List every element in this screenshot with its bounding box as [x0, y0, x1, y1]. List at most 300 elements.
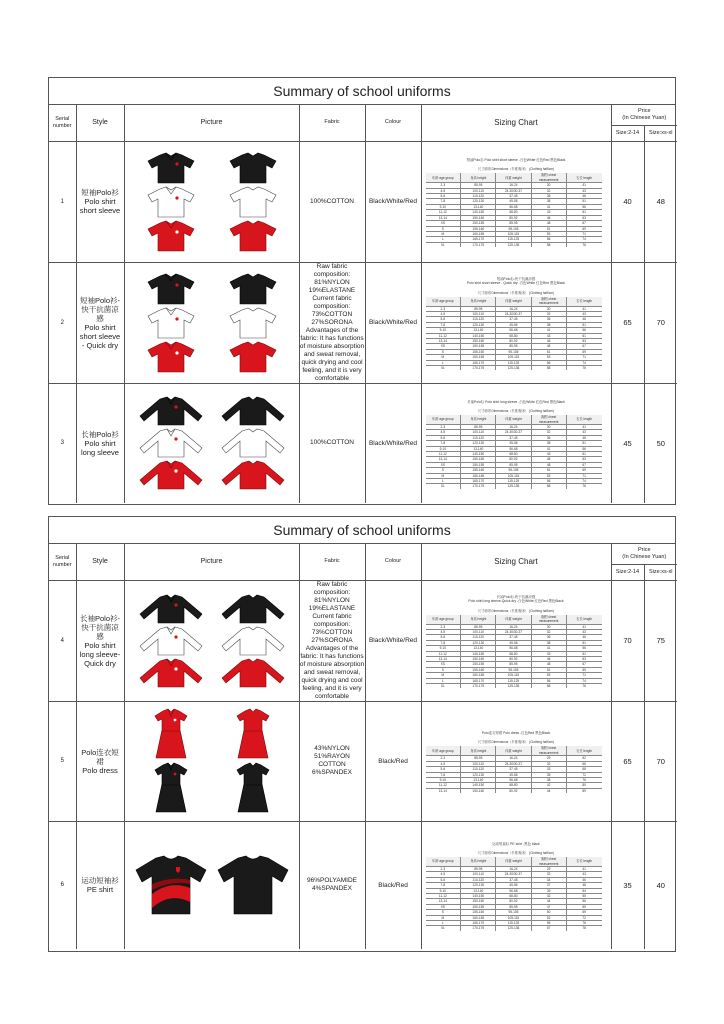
- size-table-cell: 80-92: [496, 457, 531, 462]
- size-table-cell: 36: [531, 435, 566, 440]
- size-table-cell: 13-14: [426, 215, 461, 220]
- size-table: [426, 746, 602, 793]
- sheet-title: Summary of school uniforms: [49, 517, 675, 544]
- size-table-cell: 56: [566, 646, 601, 651]
- garment-pictures: [124, 383, 299, 503]
- size-table-cell: 35: [531, 772, 566, 777]
- size-table-cell: 150-155: [461, 344, 496, 349]
- size-table-cell: 4-5: [426, 188, 461, 193]
- size-table-cell: 85-95: [461, 867, 496, 872]
- size-table-cell: 120-130: [461, 199, 496, 204]
- size-table-cell: 68-80: [496, 210, 531, 215]
- size-table-cell: 7-8: [426, 441, 461, 446]
- size-table-cell: 110-120: [461, 194, 496, 199]
- size-table-cell: 45-56: [496, 772, 531, 777]
- size-table-cell: 110-120: [461, 635, 496, 640]
- price-kids: 65: [611, 701, 644, 821]
- size-table-header: 胸围 chest measurement: [531, 173, 566, 182]
- size-table-cell: 24-30/30-37: [496, 311, 531, 316]
- black-longsleeve-back-image: [218, 396, 288, 426]
- size-table-cell: 36: [531, 635, 566, 640]
- size-table-cell: 5-6: [426, 877, 461, 882]
- size-table: [426, 615, 602, 689]
- size-table-cell: 80: [566, 783, 601, 788]
- white-polo-front-image: [144, 186, 198, 218]
- size-table-cell: 95-105: [496, 667, 531, 672]
- size-table-cell: 68-80: [496, 651, 531, 656]
- size-table-row: [426, 788, 602, 793]
- header-fabric: Fabric: [299, 544, 365, 580]
- size-table-header: 身高 height: [461, 173, 496, 182]
- size-table-cell: 56: [531, 360, 566, 365]
- price-kids: 40: [611, 141, 644, 262]
- size-table-cell: XL: [426, 926, 461, 931]
- size-table-cell: 74: [566, 237, 601, 242]
- size-table-cell: 100-110: [461, 311, 496, 316]
- size-table-header: 身高 height: [461, 297, 496, 306]
- size-table-cell: 57: [531, 926, 566, 931]
- size-table-cell: 56: [566, 446, 601, 451]
- white-longsleeve-front-image: [136, 626, 206, 656]
- size-table-cell: 45-56: [496, 883, 531, 888]
- size-table-cell: 43: [566, 430, 601, 435]
- size-table-cell: 85-95: [461, 306, 496, 311]
- size-table-cell: 37-45: [496, 435, 531, 440]
- size-table-header: 身高 height: [461, 615, 496, 624]
- size-table-cell: 24-30/30-37: [496, 761, 531, 766]
- size-table-cell: 13-140: [461, 328, 496, 333]
- size-table-cell: 67: [566, 221, 601, 226]
- price-kids: 70: [611, 580, 644, 701]
- size-table-cell: 140-150: [461, 333, 496, 338]
- garment-pictures: [124, 821, 299, 949]
- serial-number: 6: [49, 821, 76, 949]
- size-table-cell: 100-110: [461, 430, 496, 435]
- size-table-cell: 150-160: [461, 215, 496, 220]
- size-table-header: 体重 weight: [496, 415, 531, 424]
- size-table-cell: 46: [531, 657, 566, 662]
- size-table-cell: 2-3: [426, 756, 461, 761]
- size-table-cell: 85-95: [461, 756, 496, 761]
- size-table-header: 年龄 age group: [426, 746, 461, 755]
- size-table-cell: 55: [566, 894, 601, 899]
- price-kids: 45: [611, 383, 644, 503]
- colour-options: Black/White/Red: [365, 580, 421, 701]
- price-adult: 50: [644, 383, 677, 503]
- size-table-cell: 43: [566, 311, 601, 316]
- size-table-cell: 105-115: [496, 355, 531, 360]
- size-table-cell: 13-140: [461, 204, 496, 209]
- size-table-row: [426, 484, 602, 489]
- sizing-chart: [421, 821, 611, 949]
- size-table-cell: 100-110: [461, 761, 496, 766]
- size-table-header: 衣长 length: [566, 615, 601, 624]
- size-table-cell: 33: [531, 767, 566, 772]
- header-price-adult: Size:xs-xl: [644, 564, 677, 580]
- size-table-cell: 71: [566, 473, 601, 478]
- style-name: 短袖Polo衫 Polo shirt short sleeve: [76, 141, 124, 262]
- size-table-cell: 80-92: [496, 788, 531, 793]
- uniform-row: [49, 580, 677, 701]
- size-table-cell: 160-165: [461, 915, 496, 920]
- size-table-cell: XL: [426, 484, 461, 489]
- size-table-cell: 63: [566, 215, 601, 220]
- size-table-cell: 105-115: [496, 231, 531, 236]
- size-table-cell: 76: [566, 242, 601, 247]
- size-table-cell: S: [426, 910, 461, 915]
- size-table-cell: 56-68: [496, 646, 531, 651]
- size-table-cell: 170-175: [461, 242, 496, 247]
- size-table-cell: 115-125: [496, 678, 531, 683]
- size-table-cell: 38: [531, 441, 566, 446]
- size-table-cell: 68: [566, 767, 601, 772]
- style-name: 长袖Polo衫- 快干抗菌凉 感 Polo shirt long sleeve- Quick dry: [76, 580, 124, 701]
- uniform-table: [49, 105, 677, 503]
- white-longsleeve-back-image: [218, 428, 288, 458]
- size-table-cell: 48: [531, 344, 566, 349]
- size-table-header: 年龄 age group: [426, 297, 461, 306]
- size-table-cell: M: [426, 355, 461, 360]
- size-table-cell: 150-155: [461, 221, 496, 226]
- size-table-cell: 140-150: [461, 783, 496, 788]
- size-table-cell: 76: [566, 777, 601, 782]
- size-table-cell: 42: [531, 783, 566, 788]
- sizing-chart-title: 长袖Polo衫-快干抗菌凉感 Polo shirt long sleeve-Quick dry -白色White 红色Red 黑色Black: [468, 594, 564, 604]
- size-table-cell: 7-8: [426, 883, 461, 888]
- size-table-header: 衣长 length: [566, 297, 601, 306]
- size-table-cell: 51: [566, 640, 601, 645]
- size-table-cell: L: [426, 678, 461, 683]
- size-table-cell: 69: [566, 667, 601, 672]
- price-kids: 35: [611, 821, 644, 949]
- size-table-cell: 74: [566, 360, 601, 365]
- size-table-cell: 61: [566, 210, 601, 215]
- size-table-cell: 29: [531, 867, 566, 872]
- size-table-cell: M: [426, 915, 461, 920]
- size-table-cell: 85-95: [496, 221, 531, 226]
- size-table-cell: 24-30/30-37: [496, 872, 531, 877]
- size-table-cell: 125-135: [496, 242, 531, 247]
- size-table-cell: 54: [566, 888, 601, 893]
- size-table-cell: 74: [566, 678, 601, 683]
- size-table-cell: 55: [531, 921, 566, 926]
- size-table-header: 体重 weight: [496, 746, 531, 755]
- size-table-cell: 56: [531, 237, 566, 242]
- size-table-cell: 41: [566, 183, 601, 188]
- size-table-cell: 38: [531, 322, 566, 327]
- red-longsleeve-front-image: [136, 658, 206, 688]
- size-table-cell: 41: [531, 446, 566, 451]
- size-table-cell: 80-92: [496, 657, 531, 662]
- size-table-cell: 9-10: [426, 888, 461, 893]
- size-table-cell: 170-175: [461, 684, 496, 689]
- size-table-cell: 13-14: [426, 339, 461, 344]
- size-table-cell: 69: [566, 349, 601, 354]
- serial-number: 5: [49, 701, 76, 821]
- red-polo-front-image: [144, 341, 198, 373]
- price-adult: 70: [644, 262, 677, 383]
- size-table-cell: 4-5: [426, 430, 461, 435]
- red-longsleeve-front-image: [136, 460, 206, 490]
- garment-pictures: [124, 701, 299, 821]
- size-table-cell: XL: [426, 366, 461, 371]
- size-table-cell: 41: [566, 306, 601, 311]
- sizing-chart-title: 长袖Polo衫 Polo shirt long sleeve -白色White 红色Red 黑色Black: [467, 399, 565, 404]
- sizing-chart-subtitle: 尺寸说明 Dimensions（半度/厘米） (Clothing half/cm): [477, 851, 555, 856]
- size-table-cell: 4-5: [426, 629, 461, 634]
- size-table-cell: 11-12: [426, 333, 461, 338]
- size-table-cell: 16-24: [496, 306, 531, 311]
- size-table-cell: L: [426, 921, 461, 926]
- size-table-cell: 13-14: [426, 457, 461, 462]
- white-polo-front-image: [144, 307, 198, 339]
- size-table-cell: 9-10: [426, 446, 461, 451]
- header-serial: Serial number: [49, 544, 76, 580]
- red-polo-back-image: [226, 341, 280, 373]
- size-table-cell: 80-92: [496, 899, 531, 904]
- uniform-row: [49, 141, 677, 262]
- size-table-cell: 150-160: [461, 657, 496, 662]
- size-table-cell: 37-45: [496, 767, 531, 772]
- size-table-cell: 56-68: [496, 446, 531, 451]
- size-table-cell: 63: [566, 457, 601, 462]
- size-table-cell: 125-135: [496, 684, 531, 689]
- size-table-cell: 150-155: [461, 462, 496, 467]
- size-table-cell: 67: [566, 344, 601, 349]
- size-table-cell: 120-130: [461, 322, 496, 327]
- size-table-cell: 89: [566, 788, 601, 793]
- sizing-chart: [421, 701, 611, 821]
- size-table-cell: 2-3: [426, 183, 461, 188]
- size-table-cell: 160-165: [461, 355, 496, 360]
- size-table-cell: 120-130: [461, 640, 496, 645]
- size-table-header: 年龄 age group: [426, 173, 461, 182]
- fabric-description: 43%NYLON 51%RAYON COTTON 6%SPANDEX: [299, 701, 365, 821]
- size-table-cell: 32: [531, 188, 566, 193]
- white-longsleeve-front-image: [136, 428, 206, 458]
- black-longsleeve-front-image: [136, 594, 206, 624]
- header-price: Price (In Chinese Yuan): [611, 544, 677, 564]
- size-table-cell: 24-30/30-37: [496, 188, 531, 193]
- sizing-chart-subtitle: 尺寸说明 Dimensions（半度/厘米） (Clothing half/cm): [477, 409, 555, 414]
- size-table-cell: 48: [531, 662, 566, 667]
- header-price-adult: Size:xs-xl: [644, 125, 677, 141]
- size-table-row: [426, 684, 602, 689]
- size-table-header: 年龄 age group: [426, 415, 461, 424]
- size-table-cell: XL: [426, 242, 461, 247]
- size-table-header: 体重 weight: [496, 615, 531, 624]
- size-table-cell: 76: [566, 921, 601, 926]
- size-table-cell: 140-150: [461, 210, 496, 215]
- size-table-cell: 53: [531, 473, 566, 478]
- size-table-cell: 69: [566, 226, 601, 231]
- size-table-cell: 52: [531, 915, 566, 920]
- size-table-cell: 32: [531, 311, 566, 316]
- garment-picture-grid: [125, 270, 299, 376]
- size-table-cell: 16-24: [496, 183, 531, 188]
- size-table-cell: 53: [531, 673, 566, 678]
- size-table-cell: 58: [531, 684, 566, 689]
- size-table-cell: 36: [531, 194, 566, 199]
- size-table-cell: 5-6: [426, 435, 461, 440]
- size-table-header: 身高 height: [461, 857, 496, 866]
- size-table-header: 衣长 length: [566, 857, 601, 866]
- header-style: Style: [76, 105, 124, 141]
- fabric-description: 100%COTTON: [299, 141, 365, 262]
- size-table-cell: 115-125: [496, 479, 531, 484]
- size-table-cell: 61: [566, 333, 601, 338]
- price-adult: 75: [644, 580, 677, 701]
- size-table-cell: 105-115: [496, 473, 531, 478]
- size-table-cell: 155-160: [461, 667, 496, 672]
- size-table-cell: L: [426, 237, 461, 242]
- size-table-cell: 46: [566, 635, 601, 640]
- size-table-cell: 125-135: [496, 926, 531, 931]
- size-table-cell: 51: [531, 667, 566, 672]
- garment-picture-grid: [125, 705, 299, 817]
- size-table-cell: 140-150: [461, 894, 496, 899]
- size-table-cell: 85-95: [461, 183, 496, 188]
- size-table-cell: 68-80: [496, 783, 531, 788]
- size-table-cell: 7-8: [426, 772, 461, 777]
- uniform-row: [49, 701, 677, 821]
- size-table-cell: 46: [566, 194, 601, 199]
- size-table-cell: 85-95: [496, 662, 531, 667]
- header-price: Price (In Chinese Yuan): [611, 105, 677, 125]
- sizing-chart-title: 运动短袖衫 PE shirt -黑色 black: [492, 841, 540, 846]
- size-table-cell: 115-125: [496, 360, 531, 365]
- size-table-cell: 85-95: [461, 425, 496, 430]
- size-table-cell: 58: [531, 484, 566, 489]
- red-longsleeve-back-image: [218, 460, 288, 490]
- size-table-cell: 5-6: [426, 317, 461, 322]
- size-table-cell: 67: [566, 462, 601, 467]
- size-table-cell: 43: [531, 210, 566, 215]
- size-table-cell: 45-56: [496, 199, 531, 204]
- size-table-header: 胸围 chest measurement: [531, 415, 566, 424]
- size-table-cell: 61: [566, 651, 601, 656]
- size-table-header: 年龄 age group: [426, 857, 461, 866]
- sizing-chart-subtitle: 尺寸说明 Dimensions（半度/厘米） (Clothing half/cm): [477, 608, 555, 613]
- red-longsleeve-back-image: [218, 658, 288, 688]
- style-name: 长袖Polo衫 Polo shirt long sleeve: [76, 383, 124, 503]
- size-table-cell: 63: [566, 657, 601, 662]
- size-table-cell: 32: [531, 430, 566, 435]
- size-table-cell: 125-135: [496, 366, 531, 371]
- uniform-row: [49, 383, 677, 503]
- header-sizing-chart: Sizing Chart: [421, 105, 611, 141]
- black-polo-back-image: [226, 273, 280, 305]
- size-table-cell: 56-68: [496, 888, 531, 893]
- size-table-cell: 155-160: [461, 349, 496, 354]
- size-table-header: 衣长 length: [566, 746, 601, 755]
- size-table-cell: 72: [566, 915, 601, 920]
- size-table-cell: 165-170: [461, 921, 496, 926]
- size-table-cell: 11-12: [426, 651, 461, 656]
- size-table-cell: 110-120: [461, 317, 496, 322]
- size-table-cell: 165-170: [461, 360, 496, 365]
- style-name: Polo连衣短 裙 Polo dress: [76, 701, 124, 821]
- size-table-cell: 160-165: [461, 231, 496, 236]
- size-table-cell: 72: [566, 772, 601, 777]
- size-table-cell: 13-14: [426, 788, 461, 793]
- size-table-header: 胸围 chest measurement: [531, 857, 566, 866]
- size-table-cell: 85-95: [496, 462, 531, 467]
- size-table-cell: 51: [531, 468, 566, 473]
- size-table-cell: 32: [531, 872, 566, 877]
- size-table-header: 体重 weight: [496, 297, 531, 306]
- size-table-cell: 46: [531, 215, 566, 220]
- size-table-cell: 56: [566, 328, 601, 333]
- size-table-header: 体重 weight: [496, 857, 531, 866]
- size-table-header: 身高 height: [461, 415, 496, 424]
- size-table-cell: 56: [566, 899, 601, 904]
- red-dress-back-image: [233, 708, 273, 760]
- size-table-cell: 125-135: [496, 484, 531, 489]
- size-table-cell: 65: [566, 904, 601, 909]
- size-table-cell: XS: [426, 904, 461, 909]
- uniform-row: [49, 821, 677, 949]
- size-table-cell: 95-105: [496, 226, 531, 231]
- size-table-row: [426, 926, 602, 931]
- size-table-cell: 62: [566, 756, 601, 761]
- size-table-cell: 16-24: [496, 624, 531, 629]
- white-polo-back-image: [226, 307, 280, 339]
- sizing-chart-subtitle: 尺寸说明 Dimensions（半度/厘米） (Clothing half/cm): [477, 740, 555, 745]
- sizing-chart-subtitle: 尺寸说明 Dimensions（半度/厘米） (Clothing half/cm): [477, 167, 555, 172]
- size-table-cell: XL: [426, 684, 461, 689]
- size-table-cell: 155-160: [461, 910, 496, 915]
- size-table-cell: 100-110: [461, 629, 496, 634]
- size-table-cell: 100-110: [461, 872, 496, 877]
- size-table-cell: 11-12: [426, 894, 461, 899]
- black-dress-front-image: [151, 762, 191, 814]
- size-table-cell: XS: [426, 344, 461, 349]
- size-table-cell: 38: [531, 777, 566, 782]
- size-table-cell: 95-105: [496, 910, 531, 915]
- header-fabric: Fabric: [299, 105, 365, 141]
- uniform-row: [49, 262, 677, 383]
- size-table-cell: 50: [531, 910, 566, 915]
- size-table-cell: 150-160: [461, 457, 496, 462]
- size-table-cell: S: [426, 667, 461, 672]
- size-table-cell: 38: [531, 199, 566, 204]
- size-table-cell: 105-115: [496, 673, 531, 678]
- size-table: [426, 173, 602, 247]
- sizing-chart: [421, 262, 611, 383]
- size-table-cell: 2-3: [426, 867, 461, 872]
- size-table-cell: 110-120: [461, 877, 496, 882]
- size-table-cell: 69: [566, 910, 601, 915]
- sheet-title: Summary of school uniforms: [49, 78, 675, 105]
- sizing-chart-title: 短袖Polo衫 Polo shirt short sleeve -白色White 红色Red 黑色Black: [466, 157, 566, 162]
- size-table-cell: 43: [566, 872, 601, 877]
- header-sizing-chart: Sizing Chart: [421, 544, 611, 580]
- pe-shirt-front-image: [134, 854, 208, 916]
- uniform-table: [49, 544, 677, 949]
- fabric-description: 96%POLYAMIDE 4%SPANDEX: [299, 821, 365, 949]
- size-table-cell: 30: [531, 183, 566, 188]
- size-table-cell: 74: [566, 479, 601, 484]
- garment-pictures: [124, 580, 299, 701]
- black-polo-front-image: [144, 152, 198, 184]
- size-table-cell: 13-14: [426, 899, 461, 904]
- header-serial: Serial number: [49, 105, 76, 141]
- size-table-cell: 155-160: [461, 468, 496, 473]
- red-polo-back-image: [226, 220, 280, 252]
- size-table-cell: 71: [566, 231, 601, 236]
- size-table-cell: 7-8: [426, 199, 461, 204]
